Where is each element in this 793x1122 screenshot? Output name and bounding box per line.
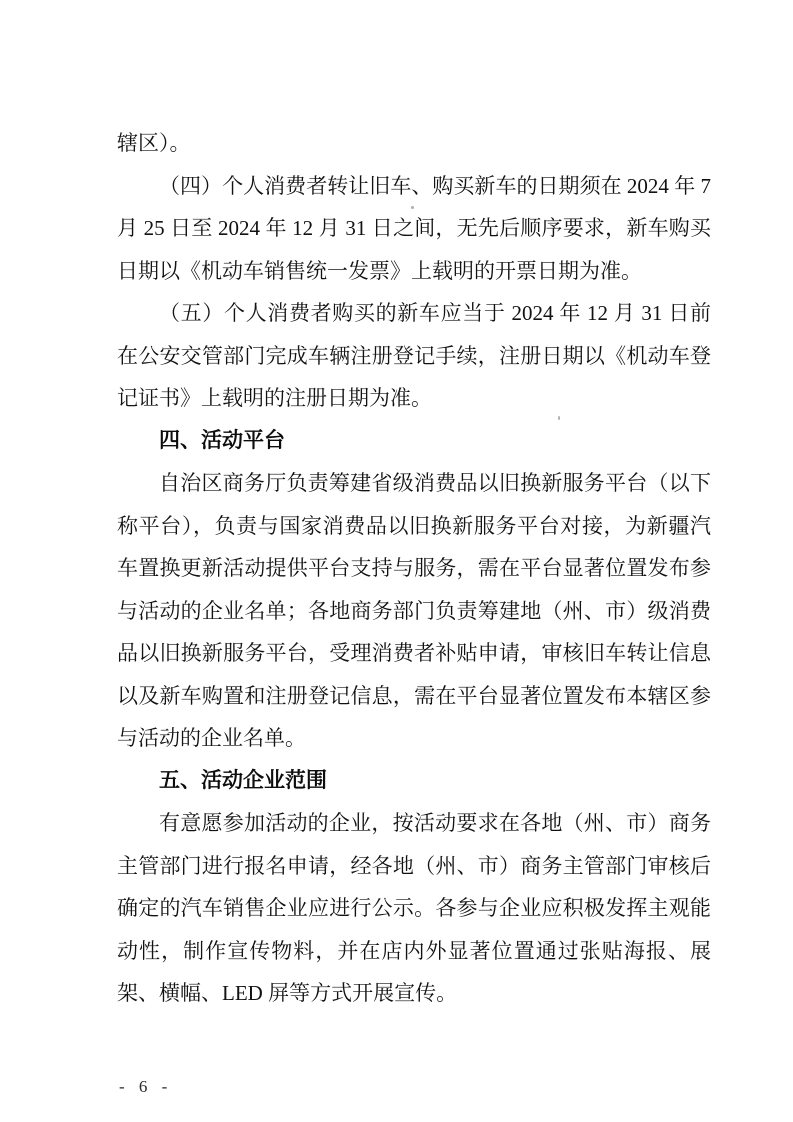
section-heading-activity-platform: 四、活动平台 [159,428,285,452]
section-heading-enterprise-scope: 五、活动企业范围 [159,768,327,792]
paragraph-enterprise-scope: 有意愿参加活动的企业，按活动要求在各地（州、市）商务主管部门进行报名申请，经各地（州、市）商务主管部门审核后确定的汽车销售企业应进行公示。各参与企业应积极发挥主观能动性，制作宣传物料，并在店内外显著位置通过张贴海报、展架、横幅、LED 屏等方式开展宣传。 [117,811,711,1005]
paragraph-continuation: 辖区）。 [117,131,191,155]
scan-noise-speck [558,416,560,420]
paragraph-item-5: （五）个人消费者购买的新车应当于 2024 年 12 月 31 日前在公安交管部门完成车辆注册登记手续，注册日期以《机动车登记证书》上载明的注册日期为准。 [117,301,711,410]
paragraph-item-4: （四）个人消费者转让旧车、购买新车的日期须在 2024 年 7 月 25 日至 2024 年 12 月 31 日之间，无先后顺序要求，新车购买日期以《机动车销售统一发票》上载明的开票日期为准。 [117,173,711,283]
paragraph-activity-platform: 自治区商务厅负责筹建省级消费品以旧换新服务平台（以下称平台），负责与国家消费品以旧换新服务平台对接，为新疆汽车置换更新活动提供平台支持与服务，需在平台显著位置发布参与活动的企业名单；各地商务部门负责筹建地（州、市）级消费品以旧换新服务平台，受理消费者补贴申请，审核旧车转让信息以及新车购置和注册登记信息，需在平台显著位置发布本辖区参与活动的企业名单。 [117,471,711,750]
document-body [117,122,711,1015]
scan-noise-speck [411,206,414,209]
page-number: - 6 - [119,1077,173,1096]
